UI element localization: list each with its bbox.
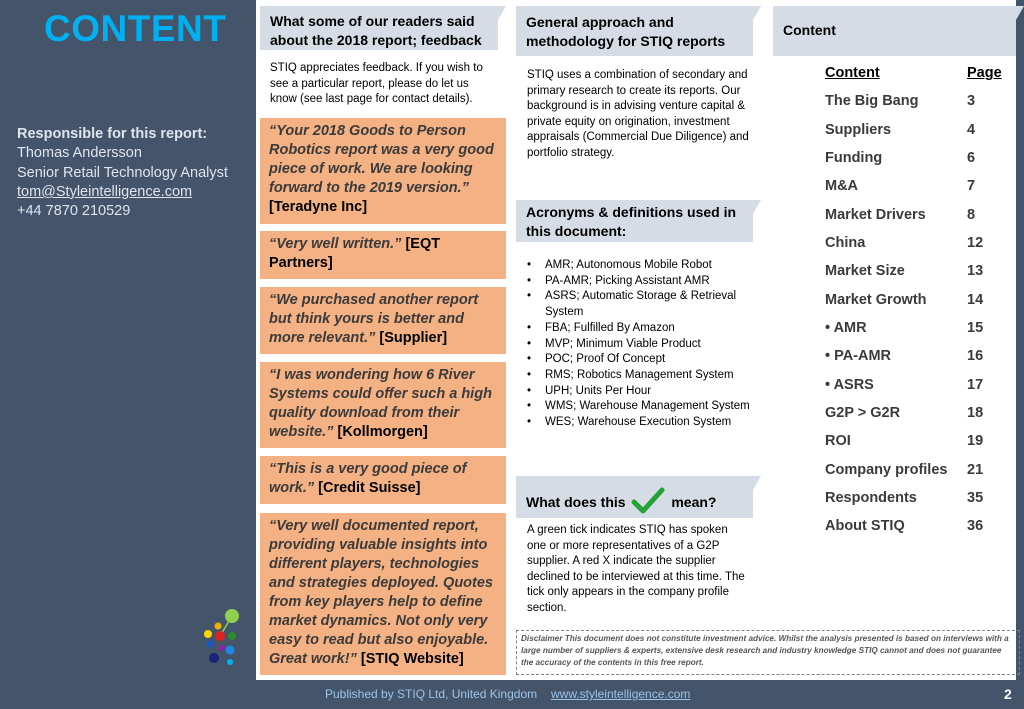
- author-email-link[interactable]: tom@Styleintelligence.com: [17, 183, 193, 200]
- quote-text: “Your 2018 Goods to Person Robotics report was a very good piece of work. We are looking forward to the 2019 version.”: [269, 123, 494, 196]
- quote-source: [Kollmorgen]: [337, 424, 428, 440]
- toc-item-page: 3: [967, 93, 976, 109]
- publisher-text: Published by STIQ Ltd, United Kingdom: [325, 687, 538, 701]
- toc-item-page: 21: [967, 462, 984, 478]
- toc-item-name: About STIQ: [825, 518, 905, 534]
- toc-row[interactable]: [825, 377, 995, 397]
- quote-card: [260, 118, 506, 224]
- quote-source: [Credit Suisse]: [318, 480, 421, 496]
- quote-text: “Very well written.”: [269, 236, 402, 252]
- toc-row[interactable]: [825, 263, 995, 283]
- acronym-item: • AMR; Autonomous Mobile Robot: [527, 258, 757, 274]
- toc-header-row: [825, 65, 1002, 85]
- toc-item-name: • PA-AMR: [825, 348, 892, 364]
- quote-source: [Teradyne Inc]: [269, 199, 368, 215]
- toc-item-name: M&A: [825, 178, 859, 194]
- author-name: Thomas Andersson: [17, 145, 142, 162]
- approach-header: General approach and methodology for STIQ reports: [516, 6, 753, 56]
- quote-card: [260, 456, 506, 504]
- page-number: 2: [1004, 686, 1012, 702]
- contents-header: Content: [773, 6, 1016, 56]
- footer: [0, 680, 1024, 709]
- tick-header-post: mean?: [671, 494, 717, 510]
- toc-item-page: 19: [967, 433, 984, 449]
- acronym-item: • RMS; Robotics Management System: [527, 368, 757, 384]
- quote-card: [260, 513, 506, 675]
- quote-text: “We purchased another report but think yours is better and more relevant.”: [269, 292, 479, 346]
- quote-text: “I was wondering how 6 River Systems could offer such a high quality download from their website.”: [269, 367, 492, 440]
- toc-row[interactable]: [825, 462, 995, 482]
- author-phone: +44 7870 210529: [17, 203, 131, 220]
- toc-item-name: Market Size: [825, 263, 905, 279]
- acronym-item: • WES; Warehouse Execution System: [527, 415, 757, 431]
- toc-row[interactable]: [825, 433, 995, 453]
- website-link[interactable]: www.styleintelligence.com: [551, 687, 691, 701]
- tick-body: A green tick indicates STIQ has spoken one or more representatives of a G2P supplier. A red X indicate the supplier declined to be interviewed at this time. The tick only appears in the company profile section.: [527, 524, 745, 614]
- page-title: CONTENT: [44, 8, 227, 49]
- toc-item-page: 36: [967, 518, 984, 534]
- toc-item-page: 8: [967, 207, 976, 223]
- toc-item-name: Respondents: [825, 490, 917, 506]
- toc-item-page: 35: [967, 490, 984, 506]
- toc-row[interactable]: [825, 348, 995, 368]
- acronym-item: • FBA; Fulfilled By Amazon: [527, 321, 757, 337]
- toc-col-page: Page: [967, 65, 1002, 81]
- toc-item-page: 17: [967, 377, 984, 393]
- toc-row[interactable]: [825, 320, 995, 340]
- toc-item-page: 15: [967, 320, 984, 336]
- acronym-list: [527, 258, 757, 431]
- quote-source: [Supplier]: [379, 330, 448, 346]
- sidebar: [0, 0, 256, 709]
- feedback-intro: STIQ appreciates feedback. If you wish to see a particular report, please do let us know (see last page for contact details).: [270, 62, 483, 106]
- toc-row[interactable]: [825, 405, 995, 425]
- toc-row[interactable]: [825, 518, 995, 538]
- author-role: Senior Retail Technology Analyst: [17, 164, 228, 181]
- toc-item-page: 16: [967, 348, 984, 364]
- quote-text: “Very well documented report, providing valuable insights into different players, technologies and strategies deployed. Quotes from key players help to define market dynamics. Not only very easy to read but also enjoyable. Great work!”: [269, 518, 493, 667]
- feedback-header: What some of our readers said about the 2018 report; feedback: [260, 6, 498, 50]
- toc-row[interactable]: [825, 122, 995, 142]
- toc-item-name: • ASRS: [825, 377, 874, 393]
- toc-row[interactable]: [825, 207, 995, 227]
- acronym-item: • POC; Proof Of Concept: [527, 352, 757, 368]
- toc-row[interactable]: [825, 235, 995, 255]
- toc-item-name: Company profiles: [825, 462, 948, 478]
- acronyms-header: Acronyms & definitions used in this document:: [516, 200, 753, 242]
- toc-row[interactable]: [825, 178, 995, 198]
- quote-source: [STIQ Website]: [360, 651, 464, 667]
- quote-card: [260, 287, 506, 354]
- acronym-item: • MVP; Minimum Viable Product: [527, 337, 757, 353]
- acronym-item: • ASRS; Automatic Storage & Retrieval System: [527, 289, 757, 320]
- toc-item-page: 14: [967, 292, 984, 308]
- toc-row[interactable]: [825, 150, 995, 170]
- toc-item-page: 7: [967, 178, 976, 194]
- approach-body: STIQ uses a combination of secondary and primary research to create its reports. Our background is in advising venture capital & private equity on origination, investment appraisals (Commercial Due Diligence) and portfolio strategy.: [527, 69, 749, 159]
- responsible-block: [17, 125, 228, 221]
- toc-item-name: ROI: [825, 433, 851, 449]
- toc-row[interactable]: [825, 490, 995, 510]
- toc-row[interactable]: [825, 93, 995, 113]
- quote-card: [260, 231, 506, 279]
- toc-item-page: 13: [967, 263, 984, 279]
- toc-item-name: • AMR: [825, 320, 867, 336]
- toc-item-page: 18: [967, 405, 984, 421]
- toc-item-name: The Big Bang: [825, 93, 919, 109]
- acronym-item: • WMS; Warehouse Management System: [527, 399, 757, 415]
- toc-item-page: 6: [967, 150, 976, 166]
- toc-item-page: 4: [967, 122, 976, 138]
- quote-text: “This is a very good piece of work.”: [269, 461, 467, 496]
- disclaimer: Disclaimer This document does not constitute investment advice. Whilst the analysis presented is based on interviews with a large number of suppliers & experts, extensive desk research and industry knowledge STIQ cannot and does not guarantee the accuracy of the contents in this free report.: [516, 630, 1020, 675]
- tick-header: [516, 476, 753, 518]
- toc-item-name: Market Drivers: [825, 207, 926, 223]
- toc-item-page: 12: [967, 235, 984, 251]
- acronym-item: • UPH; Units Per Hour: [527, 384, 757, 400]
- toc-col-content: Content: [825, 65, 880, 81]
- quote-source: [EQT Partners]: [269, 236, 441, 271]
- toc-item-name: G2P > G2R: [825, 405, 901, 421]
- responsible-label: Responsible for this report:: [17, 126, 208, 142]
- toc-item-name: Market Growth: [825, 292, 927, 308]
- toc-item-name: Suppliers: [825, 122, 892, 138]
- right-edge-strip: [1016, 0, 1024, 680]
- acronym-item: • PA-AMR; Picking Assistant AMR: [527, 274, 757, 290]
- toc-item-name: Funding: [825, 150, 883, 166]
- toc-row[interactable]: [825, 292, 995, 312]
- quote-card: [260, 362, 506, 448]
- tick-header-pre: What does this: [526, 494, 626, 510]
- toc-item-name: China: [825, 235, 866, 251]
- stiq-network-logo: [196, 606, 244, 668]
- green-tick-icon: [631, 487, 665, 515]
